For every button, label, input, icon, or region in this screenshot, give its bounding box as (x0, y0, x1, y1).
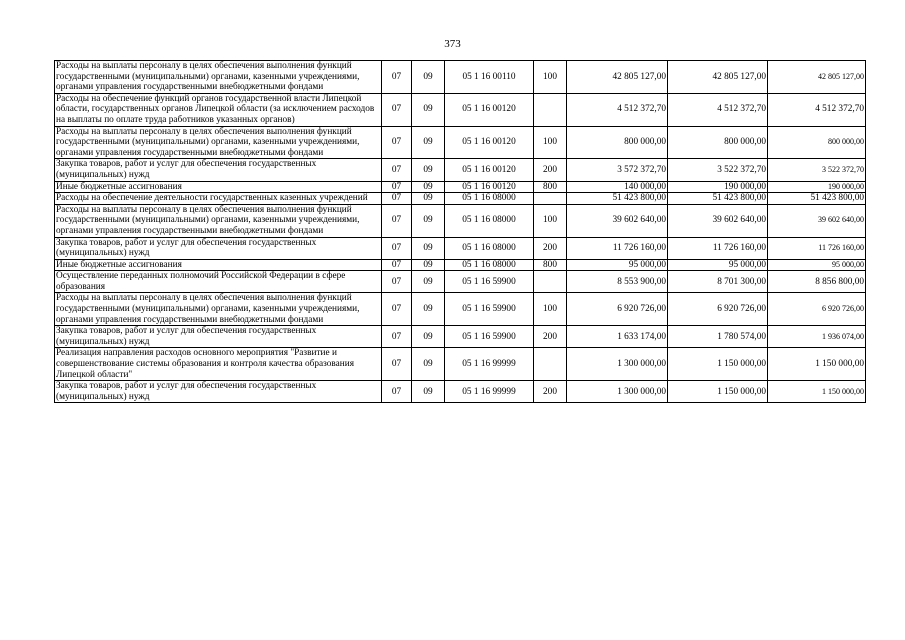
expense-type-cell (534, 93, 567, 126)
expense-type-cell (534, 271, 567, 293)
table-row (55, 381, 866, 403)
subsection-code-cell: 09 (412, 193, 445, 205)
budget-table (54, 60, 866, 403)
amount-year1-cell: 8 553 900,00 (567, 271, 668, 293)
section-code-cell: 07 (382, 181, 412, 193)
subsection-code-cell: 09 (412, 259, 445, 271)
row-name-cell: Закупка товаров, работ и услуг для обеспечения государственных (муниципальных) нужд (55, 326, 382, 348)
table-row (55, 159, 866, 181)
amount-year3-cell: 1 150 000,00 (768, 348, 866, 381)
table-row (55, 259, 866, 271)
amount-year2-cell: 1 150 000,00 (668, 381, 768, 403)
amount-year2-cell: 39 602 640,00 (668, 204, 768, 237)
target-article-cell: 05 1 16 59900 (445, 326, 534, 348)
expense-type-cell: 200 (534, 159, 567, 181)
table-row (55, 93, 866, 126)
target-article-cell: 05 1 16 00120 (445, 126, 534, 159)
amount-year2-cell: 1 150 000,00 (668, 348, 768, 381)
target-article-cell: 05 1 16 99999 (445, 381, 534, 403)
expense-type-cell: 200 (534, 381, 567, 403)
subsection-code-cell: 09 (412, 381, 445, 403)
row-name-cell: Осуществление переданных полномочий Российской Федерации в сфере образования (55, 271, 382, 293)
amount-year3-cell: 51 423 800,00 (768, 193, 866, 205)
amount-year2-cell: 8 701 300,00 (668, 271, 768, 293)
amount-year1-cell: 800 000,00 (567, 126, 668, 159)
row-name-cell: Закупка товаров, работ и услуг для обеспечения государственных (муниципальных) нужд (55, 237, 382, 259)
amount-year2-cell: 800 000,00 (668, 126, 768, 159)
amount-year3-cell: 1 150 000,00 (768, 381, 866, 403)
subsection-code-cell: 09 (412, 126, 445, 159)
table-row (55, 61, 866, 94)
target-article-cell: 05 1 16 99999 (445, 348, 534, 381)
subsection-code-cell: 09 (412, 293, 445, 326)
subsection-code-cell: 09 (412, 61, 445, 94)
amount-year2-cell: 1 780 574,00 (668, 326, 768, 348)
amount-year1-cell: 140 000,00 (567, 181, 668, 193)
target-article-cell: 05 1 16 08000 (445, 259, 534, 271)
amount-year1-cell: 1 300 000,00 (567, 381, 668, 403)
row-name-cell: Иные бюджетные ассигнования (55, 181, 382, 193)
subsection-code-cell: 09 (412, 348, 445, 381)
target-article-cell: 05 1 16 59900 (445, 293, 534, 326)
table-row (55, 126, 866, 159)
section-code-cell: 07 (382, 93, 412, 126)
table-row (55, 237, 866, 259)
subsection-code-cell: 09 (412, 237, 445, 259)
target-article-cell: 05 1 16 59900 (445, 271, 534, 293)
row-name-cell: Иные бюджетные ассигнования (55, 259, 382, 271)
table-row (55, 181, 866, 193)
section-code-cell: 07 (382, 271, 412, 293)
amount-year3-cell: 39 602 640,00 (768, 204, 866, 237)
page-number: 373 (444, 38, 461, 50)
amount-year3-cell: 95 000,00 (768, 259, 866, 271)
amount-year2-cell: 4 512 372,70 (668, 93, 768, 126)
amount-year3-cell: 6 920 726,00 (768, 293, 866, 326)
amount-year3-cell: 8 856 800,00 (768, 271, 866, 293)
section-code-cell: 07 (382, 159, 412, 181)
amount-year2-cell: 11 726 160,00 (668, 237, 768, 259)
amount-year3-cell: 42 805 127,00 (768, 61, 866, 94)
row-name-cell: Расходы на выплаты персоналу в целях обеспечения выполнения функций государственными (муниципальными) органами, казенными учреждениями, органами управления государственными внебюджетными фондами (55, 61, 382, 94)
section-code-cell: 07 (382, 293, 412, 326)
subsection-code-cell: 09 (412, 271, 445, 293)
table-row (55, 193, 866, 205)
amount-year1-cell: 51 423 800,00 (567, 193, 668, 205)
target-article-cell: 05 1 16 08000 (445, 193, 534, 205)
target-article-cell: 05 1 16 00110 (445, 61, 534, 94)
row-name-cell: Реализация направления расходов основного мероприятия "Развитие и совершенствование системы образования и контроля качества образования Липецкой области" (55, 348, 382, 381)
expense-type-cell: 200 (534, 326, 567, 348)
subsection-code-cell: 09 (412, 326, 445, 348)
amount-year1-cell: 95 000,00 (567, 259, 668, 271)
amount-year2-cell: 190 000,00 (668, 181, 768, 193)
expense-type-cell (534, 348, 567, 381)
row-name-cell: Закупка товаров, работ и услуг для обеспечения государственных (муниципальных) нужд (55, 159, 382, 181)
expense-type-cell: 800 (534, 181, 567, 193)
amount-year2-cell: 3 522 372,70 (668, 159, 768, 181)
amount-year1-cell: 1 633 174,00 (567, 326, 668, 348)
row-name-cell: Расходы на выплаты персоналу в целях обеспечения выполнения функций государственными (муниципальными) органами, казенными учреждениями, органами управления государственными внебюджетными фондами (55, 126, 382, 159)
section-code-cell: 07 (382, 259, 412, 271)
row-name-cell: Расходы на обеспечение деятельности государственных казенных учреждений (55, 193, 382, 205)
section-code-cell: 07 (382, 348, 412, 381)
target-article-cell: 05 1 16 00120 (445, 93, 534, 126)
amount-year1-cell: 4 512 372,70 (567, 93, 668, 126)
amount-year2-cell: 51 423 800,00 (668, 193, 768, 205)
row-name-cell: Расходы на выплаты персоналу в целях обеспечения выполнения функций государственными (муниципальными) органами, казенными учреждениями, органами управления государственными внебюджетными фондами (55, 204, 382, 237)
section-code-cell: 07 (382, 381, 412, 403)
table-row (55, 293, 866, 326)
section-code-cell: 07 (382, 326, 412, 348)
section-code-cell: 07 (382, 61, 412, 94)
expense-type-cell: 100 (534, 293, 567, 326)
section-code-cell: 07 (382, 204, 412, 237)
amount-year1-cell: 1 300 000,00 (567, 348, 668, 381)
amount-year1-cell: 39 602 640,00 (567, 204, 668, 237)
subsection-code-cell: 09 (412, 181, 445, 193)
subsection-code-cell: 09 (412, 159, 445, 181)
section-code-cell: 07 (382, 126, 412, 159)
subsection-code-cell: 09 (412, 204, 445, 237)
amount-year3-cell: 1 936 074,00 (768, 326, 866, 348)
table-row (55, 348, 866, 381)
amount-year3-cell: 11 726 160,00 (768, 237, 866, 259)
amount-year2-cell: 42 805 127,00 (668, 61, 768, 94)
amount-year1-cell: 11 726 160,00 (567, 237, 668, 259)
expense-type-cell (534, 193, 567, 205)
expense-type-cell: 100 (534, 204, 567, 237)
expense-type-cell: 100 (534, 126, 567, 159)
table-row (55, 204, 866, 237)
section-code-cell: 07 (382, 193, 412, 205)
amount-year3-cell: 190 000,00 (768, 181, 866, 193)
expense-type-cell: 200 (534, 237, 567, 259)
expense-type-cell: 100 (534, 61, 567, 94)
row-name-cell: Расходы на обеспечение функций органов государственной власти Липецкой области, государственных органов Липецкой области (за исключением расходов на выплаты по оплате труда работников указанных органов) (55, 93, 382, 126)
amount-year1-cell: 6 920 726,00 (567, 293, 668, 326)
amount-year2-cell: 6 920 726,00 (668, 293, 768, 326)
target-article-cell: 05 1 16 00120 (445, 159, 534, 181)
amount-year3-cell: 4 512 372,70 (768, 93, 866, 126)
target-article-cell: 05 1 16 08000 (445, 237, 534, 259)
row-name-cell: Расходы на выплаты персоналу в целях обеспечения выполнения функций государственными (муниципальными) органами, казенными учреждениями, органами управления государственными внебюджетными фондами (55, 293, 382, 326)
target-article-cell: 05 1 16 08000 (445, 204, 534, 237)
amount-year3-cell: 3 522 372,70 (768, 159, 866, 181)
subsection-code-cell: 09 (412, 93, 445, 126)
amount-year2-cell: 95 000,00 (668, 259, 768, 271)
section-code-cell: 07 (382, 237, 412, 259)
row-name-cell: Закупка товаров, работ и услуг для обеспечения государственных (муниципальных) нужд (55, 381, 382, 403)
expense-type-cell: 800 (534, 259, 567, 271)
amount-year3-cell: 800 000,00 (768, 126, 866, 159)
table-row (55, 271, 866, 293)
amount-year1-cell: 42 805 127,00 (567, 61, 668, 94)
target-article-cell: 05 1 16 00120 (445, 181, 534, 193)
table-row (55, 326, 866, 348)
amount-year1-cell: 3 572 372,70 (567, 159, 668, 181)
